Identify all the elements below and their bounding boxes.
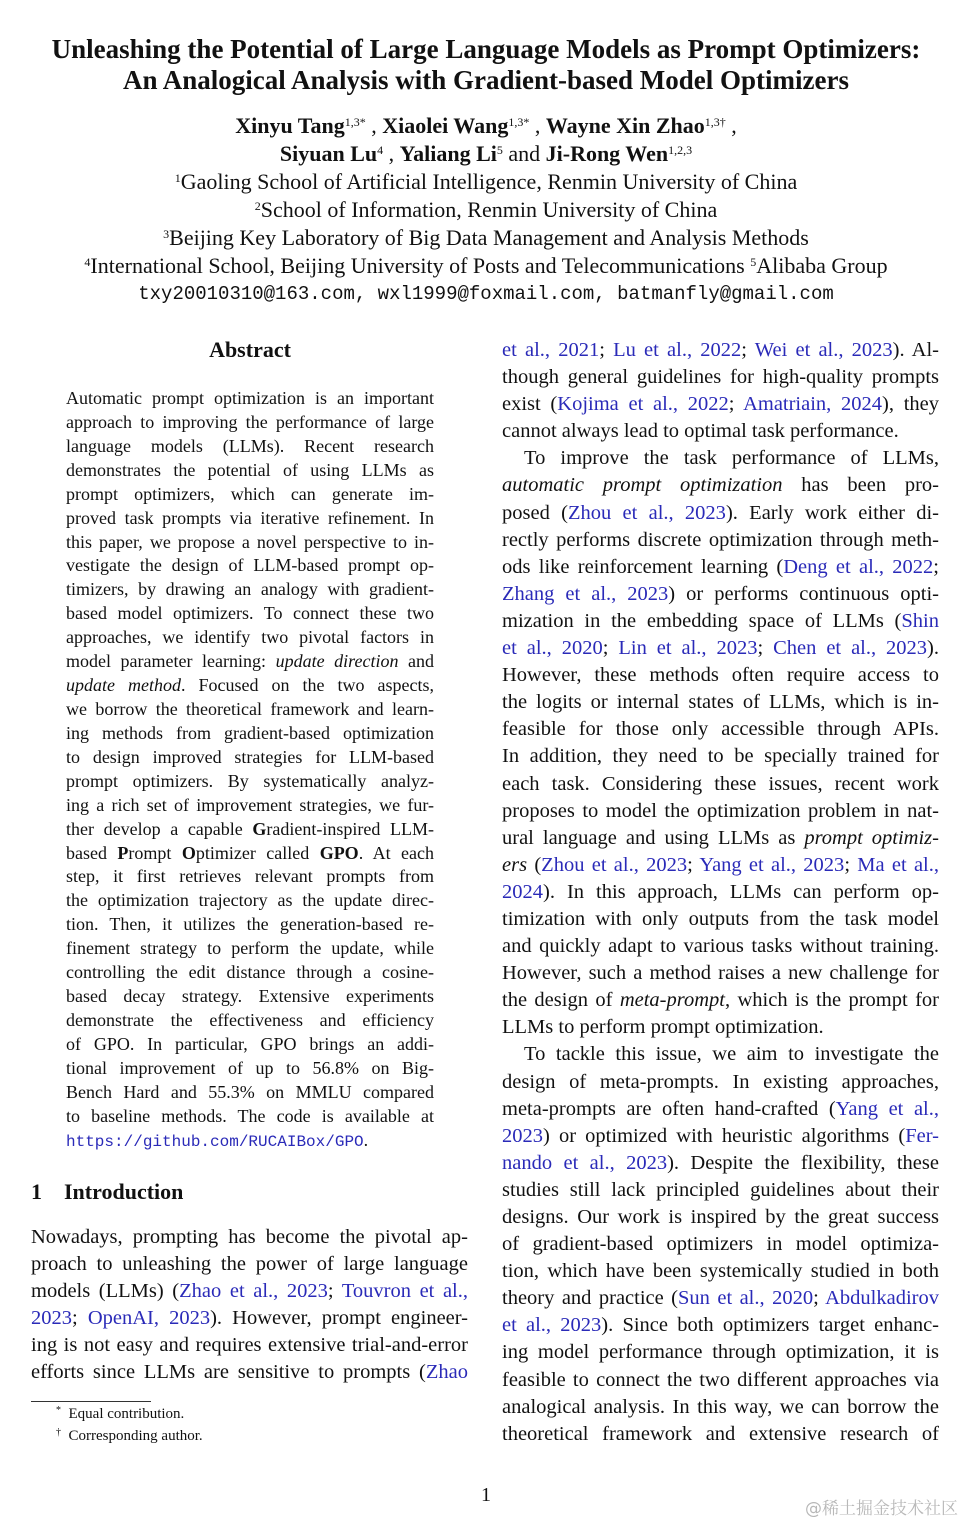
text-segment: proposes to model the optimization problem in nat-	[502, 799, 939, 822]
author-name: Xiaolei Wang	[382, 113, 509, 138]
citation-link[interactable]: Zhao	[425, 1361, 468, 1383]
text-segment: (	[527, 853, 542, 876]
text-segment: timizers, by drawing an analogy with gradient-	[66, 579, 434, 600]
text-line	[502, 1421, 939, 1448]
text-line	[66, 674, 434, 698]
author-affiliation-mark: 5	[496, 143, 503, 157]
text-line	[66, 794, 434, 818]
text-segment: designs. Our work is inspired by the great success	[502, 1206, 939, 1228]
text-line	[502, 418, 939, 445]
affiliation-text: Alibaba Group	[756, 253, 888, 278]
text-segment: prompt optimizers, which can generate im-	[66, 483, 434, 504]
text-segment: ;	[813, 1287, 826, 1310]
text-segment: ing is not easy and requires extensive trial-and-error	[31, 1334, 468, 1356]
author-affiliation-mark: 1,3*	[508, 115, 530, 129]
text-segment: efforts since LLMs are sensitive to prompts (	[31, 1361, 426, 1383]
text-segment: ;	[599, 339, 614, 361]
citation-link[interactable]: Zhou et al., 2023	[541, 853, 688, 876]
text-line	[66, 626, 434, 650]
text-line	[502, 987, 939, 1014]
text-segment: ing methods from gradient-based optimization	[66, 722, 434, 743]
author-affiliation-mark: 4	[377, 143, 384, 157]
text-segment: models (LLMs) (	[31, 1280, 180, 1302]
bold-text: O	[181, 842, 196, 863]
text-segment: based model optimizers. To connect these two	[66, 603, 434, 624]
footnote-text: Corresponding author.	[68, 1428, 203, 1444]
affiliation-mark: 5	[750, 255, 757, 269]
text-segment: ing a rich set of improvement strategies, we fur-	[66, 794, 434, 815]
text-segment: tion. Then, it utilizes the generation-based re-	[66, 914, 434, 935]
text-line	[66, 650, 434, 674]
text-line	[502, 364, 939, 391]
footnote-mark: *	[56, 1405, 61, 1416]
citation-link[interactable]: Kojima et al., 2022	[557, 393, 729, 416]
text-segment: ;	[602, 637, 619, 660]
emphasis-text: prompt optimiz-	[804, 826, 939, 849]
text-segment: ) or optimized with heuristic algorithms (	[543, 1124, 906, 1147]
text-segment: the optimization trajectory as the update direc-	[66, 890, 434, 911]
text-line	[66, 961, 434, 985]
citation-link[interactable]: Deng et al., 2022	[783, 555, 934, 578]
text-line	[66, 770, 434, 794]
text-line	[66, 602, 434, 626]
text-segment: design of meta-prompts. In existing approaches,	[502, 1070, 939, 1093]
section-title: Introduction	[64, 1179, 184, 1204]
text-segment: we borrow the theoretical framework and learn-	[66, 698, 434, 719]
text-segment: each task. Considering these issues, recent work	[502, 772, 939, 795]
citation-link[interactable]: et al., 2020	[502, 637, 603, 660]
text-segment: ;	[327, 1280, 342, 1302]
authors-line-1: Xinyu Tang$^{1,3*}$ , Xiaolei Wang$^{1,3*}$ , Wayne Xin Zhao$^{1,3\dagger}$ ,	[235, 113, 737, 138]
text-segment: ). However, prompt engineer-	[210, 1307, 469, 1329]
text-segment: tion, which have been systemically studied in both	[502, 1260, 939, 1283]
author-list	[0, 112, 972, 168]
author-name: Ji-Rong Wen	[545, 141, 669, 166]
citation-link[interactable]: Abdulkadirov	[825, 1287, 939, 1310]
code-url-link[interactable]: https://github.com/RUCAIBox/GPO	[66, 1132, 364, 1151]
text-segment: To improve the task performance of LLMs,	[524, 447, 939, 470]
citation-link[interactable]: Ma et al.,	[857, 853, 939, 876]
text-line	[502, 1123, 939, 1150]
text-segment: ).	[927, 637, 939, 660]
affiliation-text: International School, Beijing University of Posts and Telecommunications	[90, 253, 751, 278]
text-line	[502, 798, 939, 825]
text-line	[502, 1339, 939, 1366]
citation-link[interactable]: 2023	[502, 1124, 543, 1147]
text-line	[66, 411, 434, 435]
citation-link[interactable]: Zhao et al., 2023	[179, 1280, 328, 1302]
text-segment: to design improved strategies for LLM-based	[66, 746, 434, 767]
text-line	[66, 1009, 434, 1033]
affiliation-2	[0, 196, 972, 224]
author-conjunction: and	[508, 141, 541, 166]
citation-link[interactable]: et al., 2023	[502, 1314, 602, 1337]
citation-link[interactable]: Sun et al., 2020	[678, 1287, 814, 1310]
page-number: 1	[481, 1484, 491, 1506]
text-line	[502, 1312, 939, 1339]
text-segment: based decay strategy. Extensive experiments	[66, 986, 434, 1007]
text-line	[66, 865, 434, 889]
text-line	[66, 746, 434, 770]
text-segment: feasible to connect the two different approaches via	[502, 1368, 939, 1391]
text-line	[502, 391, 939, 418]
text-segment: ing model performance through optimization, it is	[502, 1341, 939, 1364]
text-segment: of gradient-based optimizers in model optimiza-	[502, 1233, 939, 1256]
citation-link[interactable]: Lin et al., 2023	[618, 637, 758, 660]
emphasis-text: ers	[502, 853, 528, 876]
text-segment: ods like reinforcement learning (	[502, 555, 784, 578]
citation-link[interactable]: OpenAI, 2023	[87, 1307, 211, 1329]
text-segment: proach to unleashing the power of large language	[31, 1253, 468, 1275]
text-line	[502, 771, 939, 798]
text-segment: ther develop a capable	[66, 818, 253, 839]
text-line	[502, 527, 939, 554]
citation-link[interactable]: Amatriain, 2024	[743, 393, 883, 416]
text-line	[502, 1231, 939, 1258]
text-segment: Automatic prompt optimization is an important	[66, 388, 434, 408]
text-segment: based	[66, 842, 118, 863]
introduction-body	[31, 1224, 468, 1386]
text-line	[66, 889, 434, 913]
text-segment: to baseline methods. The code is available at	[66, 1105, 434, 1126]
emphasis-text: update direction	[275, 651, 399, 672]
text-segment: approach to improving the performance of large	[66, 411, 434, 432]
text-line	[502, 1041, 939, 1068]
emphasis-text: update method	[66, 675, 181, 696]
text-line	[502, 1394, 939, 1421]
citation-link[interactable]: 2023	[31, 1307, 72, 1329]
text-segment: , which is the prompt for	[724, 989, 939, 1012]
text-line	[31, 1332, 468, 1359]
affiliation-4	[0, 252, 972, 280]
text-line	[502, 500, 939, 527]
text-line	[31, 1359, 468, 1386]
introduction-heading	[31, 1179, 183, 1205]
text-segment: theory and practice (	[502, 1287, 678, 1310]
text-line	[502, 1069, 939, 1096]
text-segment: exist (	[502, 393, 558, 416]
text-segment: ), they	[882, 393, 939, 416]
text-segment: ). Despite the flexibility, these	[667, 1151, 939, 1174]
text-line	[502, 1204, 939, 1231]
text-line	[66, 1033, 434, 1057]
abstract-heading: Abstract	[209, 337, 291, 362]
text-segment: proved task prompts via iterative refinement. In	[66, 507, 434, 528]
citation-link[interactable]: Chen et al., 2023	[773, 637, 928, 660]
footnote-equal-contribution	[56, 1404, 184, 1424]
footnote-mark: †	[56, 1427, 61, 1438]
text-line	[66, 459, 434, 483]
text-line	[66, 985, 434, 1009]
text-segment: Nowadays, prompting has become the pivotal ap-	[31, 1226, 468, 1248]
text-line	[502, 1285, 939, 1312]
text-segment: approaches, we identify two pivotal factors in	[66, 627, 434, 648]
author-name: Wayne Xin Zhao	[545, 113, 705, 138]
citation-link[interactable]: Yang et al., 2023	[699, 853, 845, 876]
text-segment: ;	[844, 853, 858, 876]
text-line	[66, 913, 434, 937]
citation-link[interactable]: Fer-	[905, 1124, 939, 1147]
affiliation-text: Gaoling School of Artificial Intelligence, Renmin University of China	[180, 169, 798, 194]
text-segment: demonstrates the potential of using LLMs as	[66, 459, 434, 480]
text-segment: controlling the edit distance through a cosine-	[66, 962, 434, 983]
text-line	[502, 1014, 939, 1041]
text-segment: ural language and using LLMs as	[502, 826, 805, 849]
text-segment: ;	[728, 393, 744, 416]
text-segment: language models (LLMs). Recent research	[66, 435, 434, 456]
text-line	[66, 531, 434, 555]
text-segment: vestigate the design of LLM-based prompt op-	[66, 555, 434, 576]
text-segment: radient-inspired LLM-	[266, 818, 434, 839]
text-segment: the logits or internal states of LLMs, which is in-	[502, 691, 939, 714]
affiliation-mark: 2	[254, 199, 261, 213]
text-line	[66, 1081, 434, 1105]
footnote-corresponding-author	[56, 1426, 203, 1446]
citation-link[interactable]: Yang et al.,	[835, 1097, 939, 1120]
text-segment: rompt	[128, 842, 182, 863]
text-segment: cannot always lead to optimal task performance.	[502, 420, 899, 443]
text-line	[66, 818, 434, 842]
text-segment: ;	[933, 555, 939, 578]
text-line	[502, 1367, 939, 1394]
citation-link[interactable]: nando et al., 2023	[502, 1151, 668, 1174]
text-line	[502, 689, 939, 716]
text-segment: rectly performs discrete optimization through meth-	[502, 528, 939, 551]
citation-link[interactable]: Lu et al., 2022	[613, 339, 742, 361]
affiliation-3	[0, 224, 972, 252]
text-segment: demonstrate the effectiveness and efficiency	[66, 1009, 434, 1030]
text-segment: ptimizer called	[195, 842, 320, 863]
text-segment: ). Early work either di-	[725, 501, 939, 524]
text-segment: .	[363, 1129, 369, 1150]
title-line-1: Unleashing the Potential of Large Language Models as Prompt Optimizers:	[51, 34, 921, 64]
text-line	[66, 937, 434, 961]
text-line	[502, 825, 939, 852]
text-line	[66, 1057, 434, 1081]
paper-title	[0, 34, 972, 96]
citation-link[interactable]: Shin	[901, 609, 939, 632]
text-line	[502, 1150, 939, 1177]
text-line	[31, 1305, 468, 1332]
footnote-divider	[31, 1401, 151, 1402]
text-line	[66, 842, 434, 866]
text-line	[31, 1278, 468, 1305]
text-line	[66, 698, 434, 722]
text-segment: model parameter learning:	[66, 651, 276, 672]
text-segment: ;	[72, 1307, 88, 1329]
text-segment: mization in the embedding space of LLMs (	[502, 609, 902, 632]
text-line	[66, 1129, 434, 1153]
text-line	[502, 635, 939, 662]
author-affiliation-mark: 1,2,3	[668, 143, 693, 157]
text-line	[502, 716, 939, 743]
text-line	[502, 472, 939, 499]
author-name: Siyuan Lu	[279, 141, 378, 166]
text-segment: the design of	[502, 989, 620, 1012]
text-line	[502, 933, 939, 960]
author-name: Yaliang Li	[399, 141, 497, 166]
text-line	[502, 581, 939, 608]
text-segment: studies still lack principled guidelines about their	[502, 1178, 939, 1201]
author-emails: txy20010310@163.com, wxl1999@foxmail.com, batmanfly@gmail.com	[138, 283, 834, 305]
text-line	[66, 722, 434, 746]
text-segment: this paper, we propose a novel perspective to in-	[66, 531, 434, 552]
citation-link[interactable]: Touvron et al.,	[341, 1280, 469, 1302]
emphasis-text: meta-prompt	[619, 989, 725, 1012]
bold-text: P	[117, 842, 129, 863]
bold-text: G	[252, 818, 267, 839]
affiliation-1	[0, 168, 972, 196]
text-line	[502, 743, 939, 770]
affiliation-mark: 4	[84, 255, 91, 269]
text-line	[502, 554, 939, 581]
text-segment: has been pro-	[782, 474, 939, 497]
text-line	[502, 662, 939, 689]
text-segment: posed (	[502, 501, 568, 524]
text-segment: and	[398, 651, 434, 672]
text-segment: of GPO. In particular, GPO brings an addi-	[66, 1033, 434, 1054]
affiliation-mark: 3	[163, 227, 170, 241]
author-affiliation-mark: 1,3†	[704, 115, 726, 129]
text-line	[502, 1258, 939, 1285]
emphasis-text: automatic prompt optimization	[502, 474, 783, 497]
text-line	[502, 445, 939, 472]
citation-link[interactable]: Zhang et al., 2023	[502, 582, 669, 605]
affiliations	[0, 168, 972, 308]
section-number: 1	[31, 1179, 42, 1204]
text-line	[66, 387, 434, 411]
text-segment: ;	[757, 637, 774, 660]
author-name: Xinyu Tang	[235, 113, 345, 138]
right-column-body	[502, 337, 939, 1448]
text-segment: tional improvement of up to 56.8% on Big-	[66, 1057, 434, 1078]
text-segment: feasible for those only accessible through APIs.	[502, 718, 939, 741]
text-line	[502, 337, 939, 364]
text-segment: ). Since both optimizers target enhanc-	[601, 1314, 939, 1337]
affiliation-mark: 1	[174, 171, 181, 185]
citation-link[interactable]: Zhou et al., 2023	[567, 501, 726, 524]
text-segment: However, these methods often require access to	[502, 664, 939, 687]
text-line	[66, 578, 434, 602]
text-segment: LLMs to perform prompt optimization.	[502, 1016, 824, 1039]
authors-line-2: Siyuan Lu$^4$ , Yaliang Li$^5$ and Ji-Rong Wen$^{1,2,3}$	[279, 141, 693, 166]
text-segment: . Focused on the two aspects,	[181, 675, 435, 696]
text-segment: However, such a method raises a new challenge for	[502, 962, 939, 985]
bold-text: GPO	[319, 842, 359, 863]
text-line	[502, 960, 939, 987]
text-segment: theoretical framework and extensive research of	[502, 1422, 939, 1445]
text-line	[502, 852, 939, 879]
text-segment: meta-prompts are often hand-crafted (	[502, 1097, 836, 1120]
text-segment: ;	[687, 853, 700, 876]
author-affiliation-mark: 1,3*	[344, 115, 366, 129]
text-line	[66, 483, 434, 507]
abstract-body	[66, 387, 434, 1153]
text-segment: ) or performs continuous opti-	[668, 582, 939, 605]
citation-link[interactable]: Wei et al., 2023	[754, 339, 893, 361]
text-line	[502, 1177, 939, 1204]
text-segment: In addition, they need to be specially trained for	[502, 745, 939, 768]
citation-link[interactable]: 2024	[502, 880, 543, 903]
text-line	[502, 608, 939, 635]
text-segment: ). Al-	[892, 339, 940, 361]
text-segment: though general guidelines for high-quality prompts	[502, 366, 939, 389]
text-segment: To tackle this issue, we aim to investigate the	[524, 1043, 939, 1066]
text-segment: finement strategy to perform the update, while	[66, 938, 434, 959]
text-line	[502, 879, 939, 906]
watermark: @稀土掘金技术社区	[805, 1499, 958, 1519]
footnote-text: Equal contribution.	[68, 1406, 185, 1422]
text-segment: Bench Hard and 55.3% on MMLU compared	[66, 1081, 434, 1102]
text-line	[31, 1251, 468, 1278]
citation-link[interactable]: et al., 2021	[502, 339, 600, 361]
text-segment: timization with only outputs from the task model	[502, 907, 939, 930]
text-line	[31, 1224, 468, 1251]
affiliation-text: Beijing Key Laboratory of Big Data Management and Analysis Methods	[169, 225, 809, 250]
text-line	[66, 435, 434, 459]
text-segment: . At each	[358, 842, 435, 863]
text-segment: prompt optimizers. By systematically analyz-	[66, 770, 434, 791]
text-segment: analogical analysis. In this way, we can borrow the	[502, 1395, 939, 1418]
title-line-2: An Analogical Analysis with Gradient-based Model Optimizers	[122, 65, 850, 95]
text-segment: ;	[741, 339, 755, 361]
text-line	[502, 906, 939, 933]
text-segment: step, it first retrieves relevant prompts from	[66, 866, 434, 887]
text-segment: ). In this approach, LLMs can perform op-	[543, 880, 939, 903]
text-line	[66, 1105, 434, 1129]
text-line	[502, 1096, 939, 1123]
text-line	[66, 507, 434, 531]
affiliation-text: School of Information, Renmin University of China	[260, 197, 718, 222]
text-line	[66, 554, 434, 578]
text-segment: and quickly adapt to various tasks without training.	[502, 935, 939, 958]
